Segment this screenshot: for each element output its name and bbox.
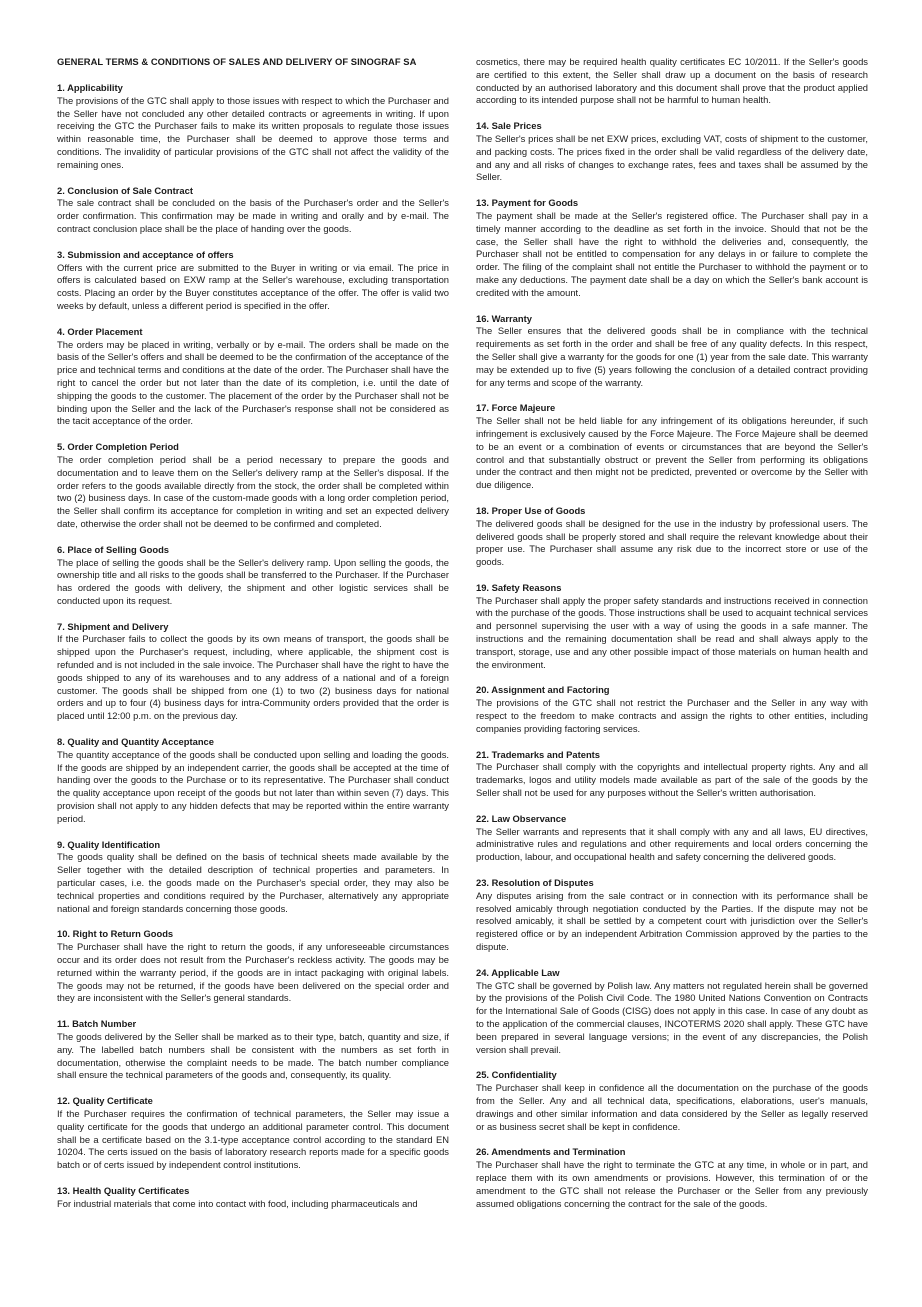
section-heading: 4. Order Placement: [57, 325, 143, 337]
section-body: The Purchaser shall apply the proper safety standards and instructions received in connection with the purchase of the goods. Those instructions shall be used to acquaint technical services and personnel supervising the user with a way of using the goods in a safe manner. The instructions and the remaining documentation shall be read and shall always apply to the transport, storage, use and any other possible impact of those materials on human health and the environment.: [476, 594, 868, 670]
section-heading: 13. Health Quality Certificates: [57, 1184, 190, 1196]
section-body: cosmetics, there may be required health quality certificates EC 10/2011. If the Seller's goods are certified to this extent, the Seller shall draw up a document on the basis of research conducted by an authorised laboratory and this document shall prove that the product applied according to its intended purpose shall not be harmful to human health.: [476, 56, 868, 106]
right-column: [476, 56, 868, 1223]
section-body: If the Purchaser requires the confirmation of technical parameters, the Seller may issue a quality certificate for the goods that undergo an additional parameter control. This document shall be a certificate based on the 3.1-type acceptance control according to the standard EN 10204. The certs issued on the basis of laboratory research reports made for a specific goods batch or of certs issued by independent control institutions.: [57, 1107, 449, 1171]
section-body: The Seller shall not be held liable for any infringement of its obligations hereunder, if such infringement is exclusively caused by the Force Majeure. The Force Majeure shall be deemed to be an event or a combination of events or circumstances that are beyond the Seller's control and that substantially obstruct or prevent the Seller from performing its obligations under the contract and then might not be predicted, prevented or overcome by the Seller with due diligence.: [476, 415, 868, 491]
section-confidentiality: [476, 1069, 868, 1133]
section-conclusion-of-sale-contract: [57, 185, 449, 236]
section-heading: 6. Place of Selling Goods: [57, 543, 170, 555]
section-heading: 26. Amendments and Termination: [476, 1146, 626, 1158]
section-order-completion-period: [57, 441, 449, 531]
section-amendments-and-termination: [476, 1146, 868, 1210]
section-applicability: [57, 82, 449, 172]
section-quality-quantity-acceptance: [57, 736, 449, 826]
section-body: The goods delivered by the Seller shall be marked as to their type, batch, quantity and size, if any. The labelled batch numbers shall be consistent with the numbers as set forth in documentation, otherwise the complaint needs to be made. The batch number compliance shall ensure the technical parameters of the goods and, consequently, its quality.: [57, 1031, 449, 1081]
section-heading: 16. Warranty: [476, 312, 532, 324]
section-body: The order completion period shall be a period necessary to prepare the goods and documentation and to leave them on the Seller's delivery ramp at the Seller's disposal. If the order refers to the goods available directly from the stock, the order shall be completed within two (2) business days. In case of the custom-made goods with a long order completion period, the Seller shall confirm its acceptance for completion in writing and set an expected delivery date, otherwise the order shall not be deemed to be confirmed and completed.: [57, 453, 449, 529]
section-submission-of-offers: [57, 249, 449, 313]
section-quality-identification: [57, 839, 449, 916]
section-body: The Purchaser shall have the right to return the goods, if any unforeseeable circumstances occur and its order does not result from the Purchaser's reckless activity. The goods may be returned within the warranty period, if the goods are in intact packaging with original labels. The goods may not be returned, if the goods have been delivered on the special order and they are inconsistent with the Seller's general standards.: [57, 941, 449, 1004]
section-order-placement: [57, 326, 449, 428]
section-heading: 12. Quality Certificate: [57, 1095, 153, 1107]
section-body: The place of selling the goods shall be the Seller's delivery ramp. Upon selling the goods, the ownership title and all risks to the goods shall be transferred to the Purchaser. If the Purchaser has ordered the goods with delivery, the shipment and other logistic services shall be conducted upon its request.: [57, 556, 449, 606]
left-column: [57, 55, 449, 1224]
document-title: GENERAL TERMS & CONDITIONS OF SALES AND DELIVERY OF SINOGRAF SA: [57, 56, 417, 67]
section-heading: 24. Applicable Law: [476, 966, 560, 978]
section-heading: 2. Conclusion of Sale Contract: [57, 184, 193, 196]
section-heading: 17. Force Majeure: [476, 402, 556, 414]
section-heading: 7. Shipment and Delivery: [57, 620, 169, 632]
section-right-to-return-goods: [57, 928, 449, 1005]
section-body: The Purchaser shall keep in confidence all the documentation on the purchase of the goods from the Seller. Any and all technical data, specifications, elaborations, user's manuals, drawings and other similar information and data considered by the Seller as legally reserved or as business secret shall be kept in confidence.: [476, 1082, 868, 1132]
section-body: Offers with the current price are submitted to the Buyer in writing or via email. The price in offers is calculated based on EXW ramp at the Seller's warehouse, excluding transportation costs. Placing an order by the Buyer constitutes acceptance of the offer. The offer is valid two weeks by default, unless a different period is specified in the offer.: [57, 261, 449, 311]
section-heading: 19. Safety Reasons: [476, 581, 562, 593]
section-body: The goods quality shall be defined on the basis of technical sheets made available by the Seller together with the detailed description of technical properties and parameters. In particular cases, i.e. the goods made on the Purchaser's special order, they may also be technical properties and conditions required by the Purchaser, alternatively any appropriate national and foreign standards concerning those goods.: [57, 851, 449, 914]
section-body: The Seller ensures that the delivered goods shall be in compliance with the technical requirements as set forth in the order and shall be free of any quality defects. In this respect, the Seller shall give a warranty for the goods for one (1) year from the sale date. This warranty may be extended up to five (5) years following the conclusion of a detailed contract providing for any terms and scope of the warranty.: [476, 325, 868, 388]
section-body: The sale contract shall be concluded on the basis of the Purchaser's order and the Seller's order confirmation. This confirmation may be made in writing and orally and by e-mail. The contract conclusion place shall be the place of handing over the goods.: [57, 197, 449, 234]
section-body: The provisions of the GTC shall not restrict the Purchaser and the Seller in any way with respect to the freedom to make contracts and assign the rights to other entities, including companies providing factoring services.: [476, 697, 868, 734]
section-heading: 10. Right to Return Goods: [57, 928, 174, 940]
section-heading: 13. Payment for Goods: [476, 197, 579, 209]
section-trademarks-and-patents: [476, 749, 868, 800]
section-place-of-selling-goods: [57, 544, 449, 608]
section-body: The Purchaser shall have the right to terminate the GTC at any time, in whole or in part, and replace them with its own amendments or provisions. However, this termination of or the amendment to the GTC shall not release the Purchaser or the Seller from any previously assumed obligations concerning the contract for the sale of the goods.: [476, 1159, 868, 1209]
section-heading: 21. Trademarks and Patents: [476, 748, 601, 760]
section-body: Any disputes arising from the sale contract or in connection with its performance shall be resolved amicably through negotiation conducted by the Parties. If the dispute may not be resolved amicably, it shall be settled by a competent court with jurisdiction over the Seller's registered office or by an independent Arbitration Commission approved by the parties to the dispute.: [476, 889, 868, 953]
section-body: The orders may be placed in writing, verbally or by e-mail. The orders shall be made on the basis of the Seller's offers and shall be deemed to be the confirmation of the acceptance of the price and technical terms and conditions at the date of the order. The Purchaser shall have the right to cancel the order but not later than the date of its completion, i.e. until the date of shipping the goods to the customer. The placement of the order by the Purchaser shall not be binding upon the Seller and the lack of the Purchaser's response shall not be considered as the tacit acceptance of the order.: [57, 338, 449, 427]
section-body: The GTC shall be governed by Polish law. Any matters not regulated herein shall be governed by the provisions of the Polish Civil Code. The 1980 United Nations Convention on Contracts for the International Sale of Goods (CISG) does not apply in this case. In case of any doubt as to the application of the commercial clauses, INCOTERMS 2020 shall apply. These GTC have been prepared in several language versions; in the event of any discrepancies, the Polish version shall prevail.: [476, 979, 868, 1055]
section-body: The delivered goods shall be designed for the use in the industry by professional users. The delivered goods shall be properly stored and shall require the relevant knowledge about their proper use. The Purchaser shall assume any risk due to the incorrect store or use of the goods.: [476, 517, 868, 568]
section-assignment-and-factoring: [476, 684, 868, 735]
section-heading: 3. Submission and acceptance of offers: [57, 248, 234, 260]
section-force-majeure: [476, 402, 868, 492]
section-heading: 5. Order Completion Period: [57, 441, 179, 453]
section-quality-certificate: [57, 1095, 449, 1172]
section-body: The provisions of the GTC shall apply to those issues with respect to which the Purchaser and the Seller have not concluded any other detailed contracts or agreements in writing. If upon receiving the GTC the Purchaser fails to make its written proposals to regulate those issues within reasonable time, the Purchaser shall be deemed to approve those terms and conditions. The invalidity of particular provisions of the GTC shall not affect the validity of the remaining ones.: [57, 94, 449, 170]
section-body: The payment shall be made at the Seller's registered office. The Purchaser shall pay in a timely manner according to the deadline as set forth in the invoice. Should that not be the case, the Seller shall have the right to withhold the deliveries and, consequently, the Purchaser shall not be entitled to compensation for any delays in or failure to complete the order. The filing of the complaint shall not entitle the Purchaser to withhold the payment or to make any deductions. The payment date shall be a day on which the Seller's bank account is credited with the amount.: [476, 209, 868, 298]
section-heading: 14. Sale Prices: [476, 120, 542, 132]
section-heading: 23. Resolution of Disputes: [476, 877, 594, 889]
section-law-observance: [476, 813, 868, 864]
section-warranty: [476, 313, 868, 390]
section-body: The Purchaser shall comply with the copyrights and intellectual property rights. Any and all trademarks, logos and utility models made available as part of the sale of the goods by the Seller shall not be used for any purposes without the Seller's written authorisation.: [476, 761, 868, 799]
section-shipment-and-delivery: [57, 621, 449, 723]
section-safety-reasons: [476, 582, 868, 672]
section-resolution-of-disputes: [476, 877, 868, 954]
section-heading: 9. Quality Identification: [57, 838, 161, 850]
section-sale-prices: [476, 120, 868, 184]
section-heading: 20. Assignment and Factoring: [476, 684, 610, 696]
section-heading: 1. Applicability: [57, 82, 123, 93]
section-body: The quantity acceptance of the goods shall be conducted upon selling and loading the goods. If the goods are shipped by an independent carrier, the goods shall be accepted at the time of handing over the goods to the Purchase or to its representative. The Purchaser shall conduct the quality acceptance upon receipt of the goods but not later than within seven (7) days. This provision shall not apply to any hidden defects that may be reported within the entire warranty period.: [57, 748, 449, 824]
section-body: If the Purchaser fails to collect the goods by its own means of transport, the goods shall be shipped upon the Purchaser's request, including, where applicable, the shipment cost is refunded and is not included in the sale invoice. The Purchaser shall have the right to have the goods shipped to any of its warehouses and to any address of a national and of a foreign customer. The goods shall be shipped from one (1) to two (2) business days for national orders and up to four (4) business days for intra-Community orders provided that the order is placed until 12:00 p.m. on the previous day.: [57, 633, 449, 722]
section-batch-number: [57, 1018, 449, 1082]
section-heading: 8. Quality and Quantity Acceptance: [57, 736, 214, 748]
section-health-quality-certificates-continued: [476, 56, 868, 107]
section-body: For industrial materials that come into contact with food, including pharmaceuticals and: [57, 1197, 418, 1209]
section-heading: 25. Confidentiality: [476, 1069, 557, 1081]
section-proper-use-of-goods: [476, 505, 868, 569]
section-health-quality-certificates: [57, 1185, 449, 1211]
section-heading: 11. Batch Number: [57, 1018, 137, 1030]
section-heading: 22. Law Observance: [476, 812, 567, 824]
section-body: The Seller's prices shall be net EXW prices, excluding VAT, costs of shipment to the customer, and packing costs. The prices fixed in the order shall be valid regardless of the delivery date, and any and all risks of changes to exchange rates, fees and taxes shall be assumed by the Seller.: [476, 132, 868, 183]
section-applicable-law: [476, 967, 868, 1057]
section-payment-for-goods: [476, 197, 868, 299]
section-body: The Seller warrants and represents that it shall comply with any and all laws, EU directives, administrative rules and regulations and other requirements and local orders concerning the production, labour, and occupational health and safety concerning the delivered goods.: [476, 825, 868, 863]
section-heading: 18. Proper Use of Goods: [476, 504, 586, 516]
